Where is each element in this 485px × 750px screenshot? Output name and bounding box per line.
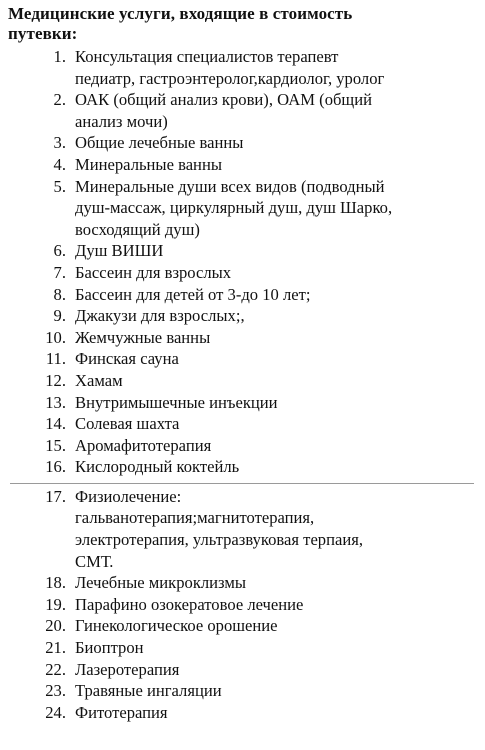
item-text-line: Бассеин для взрослых [75, 262, 232, 282]
item-number: 12. [45, 370, 66, 390]
item-text-line: Джакузи для взрослых;, [75, 306, 245, 326]
list-item [8, 240, 478, 262]
list-item [8, 680, 478, 702]
services-list [8, 46, 478, 723]
item-number: 7. [53, 262, 66, 282]
item-text-line: Лазеротерапия [75, 659, 180, 679]
item-text-line: Жемчужные ванны [75, 327, 211, 347]
document [8, 4, 478, 723]
item-text-line: Фитотерапия [75, 702, 168, 722]
item-number: 22. [45, 659, 66, 679]
list-item [8, 392, 478, 414]
item-number: 17. [45, 486, 66, 506]
list-item [8, 413, 478, 435]
list-item [8, 456, 478, 478]
item-text-line: Лечебные микроклизмы [75, 573, 247, 593]
item-text-line: Консультация специалистов терапевт [75, 47, 339, 66]
item-text-line: Внутримышечные инъекции [75, 392, 278, 412]
heading-line: Медицинские услуги, входящие в стоимость [8, 4, 353, 23]
item-text-line: Финская сауна [75, 349, 179, 369]
item-number: 10. [45, 327, 66, 347]
item-number: 9. [53, 306, 66, 326]
list-item [8, 305, 478, 327]
item-text-line: Биоптрон [75, 638, 144, 658]
item-text-line: Общие лечебные ванны [75, 133, 244, 153]
list-item [8, 89, 478, 132]
item-number: 16. [45, 457, 66, 477]
item-number: 13. [45, 392, 66, 412]
item-text-line: восходящий душ) [75, 219, 200, 239]
item-number: 8. [53, 284, 66, 304]
item-text-line: Физиолечение: [75, 486, 182, 506]
list-item [8, 284, 478, 306]
item-text-line: СМТ. [75, 551, 114, 571]
list-item [8, 435, 478, 457]
item-text-line: педиатр, гастроэнтеролог,кардиолог, уролог [75, 68, 385, 88]
item-number: 21. [45, 638, 66, 658]
item-text-line: Минеральные души всех видов (подводный [75, 176, 385, 196]
list-item [8, 486, 478, 572]
item-number: 18. [45, 573, 66, 593]
document-heading [8, 4, 478, 44]
item-text-line: ОАК (общий анализ крови), ОАМ (общий [75, 90, 372, 110]
divider-line [10, 483, 474, 484]
item-number: 5. [53, 176, 66, 196]
list-item [8, 594, 478, 616]
list-item [8, 702, 478, 724]
item-number: 6. [53, 241, 66, 261]
item-number: 3. [53, 133, 66, 153]
item-text-line: анализ мочи) [75, 111, 168, 131]
item-text-line: душ-массаж, циркулярный душ, душ Шарко, [75, 198, 393, 218]
item-number: 24. [45, 702, 66, 722]
item-text-line: Душ ВИШИ [75, 241, 164, 261]
item-text-line: Кислородный коктейль [75, 457, 240, 477]
list-item [8, 637, 478, 659]
list-item [8, 132, 478, 154]
item-text-line: гальванотерапия;магнитотерапия, [75, 508, 315, 528]
list-item [8, 659, 478, 681]
heading-line: путевки: [8, 24, 78, 43]
item-number: 20. [45, 616, 66, 636]
item-number: 23. [45, 681, 66, 701]
list-item [8, 615, 478, 637]
item-number: 11. [45, 349, 66, 369]
list-item [8, 327, 478, 349]
item-text-line: Травяные ингаляции [75, 681, 222, 701]
list-item [8, 370, 478, 392]
item-text-line: Парафино озокератовое лечение [75, 594, 304, 614]
list-item [8, 176, 478, 241]
item-text-line: Аромафитотерапия [75, 435, 212, 455]
item-number: 4. [53, 154, 66, 174]
item-number: 14. [45, 414, 66, 434]
item-text-line: электротерапия, ультразвуковая терпаия, [75, 530, 364, 550]
list-item [8, 262, 478, 284]
list-item [8, 46, 478, 89]
item-text-line: Минеральные ванны [75, 154, 222, 174]
item-number: 2. [53, 90, 66, 110]
item-number: 15. [45, 435, 66, 455]
item-text-line: Гинекологическое орошение [75, 616, 278, 636]
item-number: 1. [53, 47, 66, 66]
item-text-line: Хамам [75, 370, 123, 390]
list-item [8, 154, 478, 176]
item-text-line: Солевая шахта [75, 414, 180, 434]
list-item [8, 572, 478, 594]
item-number: 19. [45, 594, 66, 614]
list-item [8, 348, 478, 370]
item-text-line: Бассеин для детей от 3-до 10 лет; [75, 284, 311, 304]
